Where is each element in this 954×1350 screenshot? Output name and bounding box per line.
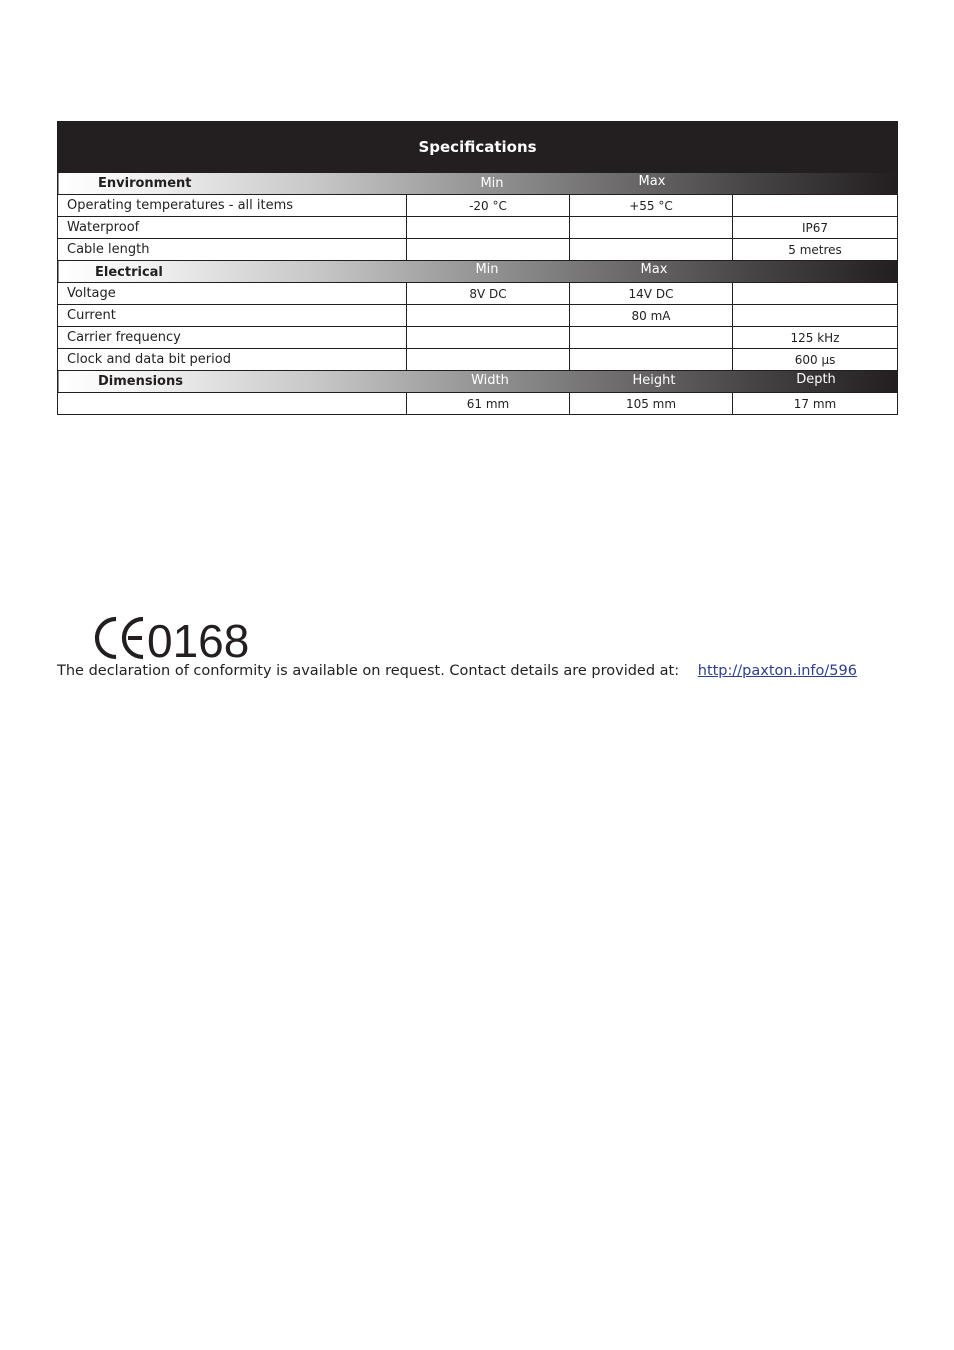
height-value: 105 mm	[570, 393, 733, 415]
column-header-max: Max	[638, 174, 666, 189]
column-header-max: Max	[640, 262, 668, 277]
table-row	[58, 217, 898, 239]
width-value: 61 mm	[407, 393, 570, 415]
min-value	[407, 217, 570, 239]
value: IP67	[733, 217, 898, 239]
table-title: Specifications	[58, 122, 898, 173]
section-title: Electrical	[95, 265, 163, 280]
section-title: Dimensions	[98, 374, 183, 389]
min-value	[407, 239, 570, 261]
declaration-text: The declaration of conformity is available on request. Contact details are provided at:	[57, 663, 680, 679]
ce-notified-body-number: 0168	[147, 615, 250, 663]
table-row	[58, 327, 898, 349]
ce-mark-logo	[94, 613, 254, 663]
min-value	[407, 305, 570, 327]
table-row	[58, 283, 898, 305]
column-header-min: Min	[475, 262, 499, 277]
specifications-table	[57, 121, 898, 415]
table-row	[58, 195, 898, 217]
value	[733, 305, 898, 327]
row-label: Waterproof	[58, 217, 407, 239]
column-header-height: Height	[632, 373, 676, 388]
max-value: 14V DC	[570, 283, 733, 305]
depth-value: 17 mm	[733, 393, 898, 415]
column-header-min: Min	[480, 176, 504, 191]
row-label: Voltage	[58, 283, 407, 305]
value: 600 µs	[733, 349, 898, 371]
max-value	[570, 349, 733, 371]
table-row	[58, 239, 898, 261]
row-label: Carrier frequency	[58, 327, 407, 349]
table-title-row	[58, 122, 898, 173]
min-value	[407, 327, 570, 349]
declaration-link[interactable]: http://paxton.info/596	[697, 663, 857, 679]
value	[733, 195, 898, 217]
value: 125 kHz	[733, 327, 898, 349]
min-value	[407, 349, 570, 371]
section-header-dimensions	[58, 371, 898, 393]
row-label: Cable length	[58, 239, 407, 261]
row-label: Clock and data bit period	[58, 349, 407, 371]
section-header-environment	[58, 173, 898, 195]
column-header-width: Width	[471, 373, 509, 388]
row-label: Operating temperatures - all items	[58, 195, 407, 217]
table-row	[58, 349, 898, 371]
min-value: 8V DC	[407, 283, 570, 305]
declaration-paragraph	[57, 663, 857, 679]
min-value: -20 °C	[407, 195, 570, 217]
max-value: +55 °C	[570, 195, 733, 217]
max-value	[570, 239, 733, 261]
table-row	[58, 393, 898, 415]
column-header-depth: Depth	[796, 372, 836, 387]
row-label: Current	[58, 305, 407, 327]
value: 5 metres	[733, 239, 898, 261]
max-value: 80 mA	[570, 305, 733, 327]
max-value	[570, 217, 733, 239]
section-header-electrical	[58, 261, 898, 283]
value	[733, 283, 898, 305]
row-label	[58, 393, 407, 415]
table-row	[58, 305, 898, 327]
max-value	[570, 327, 733, 349]
section-title: Environment	[98, 176, 192, 191]
